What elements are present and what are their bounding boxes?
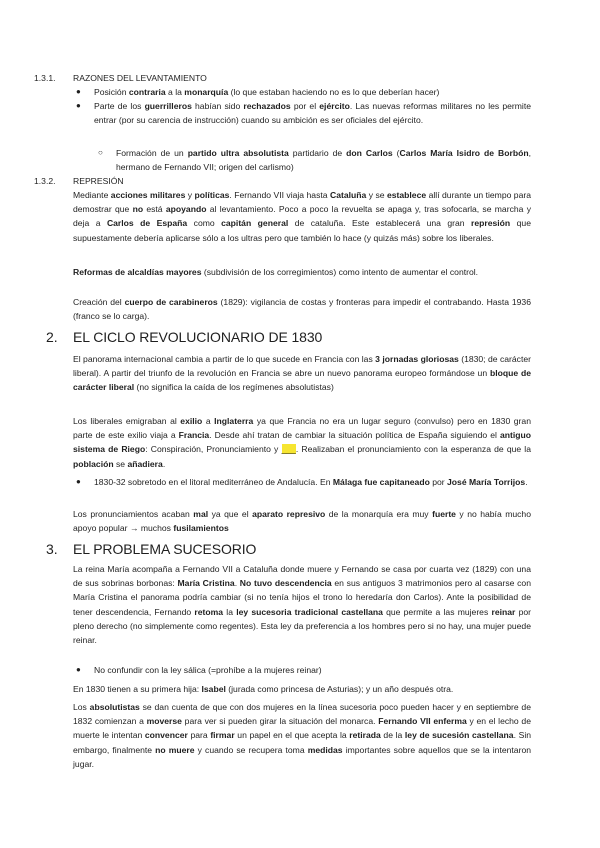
rich-text: En 1830 tienen a su primera hija: Isabel (jurada como princesa de Asturias); y un año después otra. (73, 684, 454, 694)
rich-text: Mediante acciones militares y políticas. Fernando VII viaja hasta Cataluña y se establece allí durante un tiempo para demostrar que no está apoyando al levantamiento. Poco a poco la revuelta se apaga y, tras sofocarla, se marcha y deja a Carlos de España como capitán general de cataluña. Este establecerá una gran represión que supuestamente debería aplicarse sólo a los ultras pero que también lo hace (y quizás más) sobre los liberales. (73, 190, 532, 243)
rich-text: El panorama internacional cambia a partir de lo que sucede en Francia con las 3 jornadas gloriosas (1830; de carácter liberal). A partir del triunfo de la revolución en Francia se abre un nuevo panorama europeo formándose un bloque de carácter liberal (no significa la caída de los regímenes absolutistas) (73, 354, 531, 393)
paragraph (0, 682, 600, 696)
bullet-icon: ● (76, 101, 81, 110)
section-number: 1.3.1. (34, 73, 56, 83)
rich-text: Reformas de alcaldías mayores (subdivisión de los corregimientos) como intento de aumentar el control. (73, 267, 479, 277)
section-title: EL CICLO REVOLUCIONARIO DE 1830 (73, 329, 323, 345)
paragraph (0, 188, 600, 245)
rich-text: Formación de un partido ultra absolutista partidario de don Carlos (Carlos María Isidro de Borbón, hermano de Fernando VII; origen del carlismo) (116, 148, 531, 173)
rich-text: Los absolutistas se dan cuenta de que con dos mujeres en la línea sucesoria poco pueden hacer y en septiembre de 1832 comienzan a moverse para ver si pueden girar la situación del monarca. Fernando VII enferma y en el lecho de muerte le intentan convencer para firmar un papel en el que acepta la retirada de la ley de sucesión castellana. Sin embargo, finalmente no muere y cuando se recupera toma medidas importantes sobre aquellos que se la intentaron jugar. (73, 702, 532, 769)
paragraph (0, 352, 600, 395)
paragraph (0, 295, 600, 323)
section-title: EL PROBLEMA SUCESORIO (73, 541, 257, 557)
rich-text: La reina María acompaña a Fernando VII a Cataluña donde muere y Fernando se casa por cuarta vez (1829) con una de sus sobrinas borbonas: María Cristina. No tuvo descendencia en sus antiguos 3 matrimonios pero al casarse con María Cristina el panorama podría cambiar (si no tenía hijos el trono lo heredaría don Carlos). Ante la posibilidad de tener descendencia, Fernando retoma la ley sucesoria tradicional castellana que permite a las mujeres reinar por pleno derecho (no simplemente como regentes). Esta ley da preferencia a los hombres pero si no hay, una mujer puede reinar. (73, 564, 531, 646)
paragraph (0, 562, 600, 647)
bullet-icon: ● (76, 477, 81, 486)
rich-text: Posición contraria a la monarquía (lo que estaban haciendo no es lo que deberían hacer) (94, 87, 440, 97)
rich-text: Parte de los guerrilleros habían sido rechazados por el ejército. Las nuevas reformas militares no les permite entrar (por su carencia de instrucción) cuando su ambición es ser oficiales del ejército. (94, 101, 532, 126)
paragraph (0, 414, 600, 471)
bullet-icon: ● (76, 87, 81, 96)
rich-text: 1830-32 sobretodo en el litoral mediterráneo de Andalucía. En Málaga fue capitaneado por José María Torrijos. (94, 477, 528, 487)
section-title: REPRESIÓN (73, 176, 124, 186)
section-number: 3. (46, 541, 58, 557)
section-title: RAZONES DEL LEVANTAMIENTO (73, 73, 207, 83)
rich-text: Los pronunciamientos acaban mal ya que el aparato represivo de la monarquía era muy fuerte y no había mucho apoyo popular → muchos fusilamientos (73, 509, 531, 534)
paragraph (0, 265, 600, 279)
circle-bullet-icon: ○ (98, 148, 103, 157)
section-number: 2. (46, 329, 58, 345)
rich-text: Los liberales emigraban al exilio a Inglaterra ya que Francia no era un lugar seguro (convulso) pero en 1830 gran parte de este exilio viaja a Francia. Desde ahí tratan de cambiar la situación política de España siguiendo el antiguo sistema de Riego: Conspiración, Pronunciamiento y ___. Realizaban el pronunciamiento con la esperanza de que la población se añadiera. (73, 416, 531, 469)
rich-text: No confundir con la ley sálica (=prohíbe a la mujeres reinar) (94, 665, 322, 675)
paragraph (0, 507, 600, 535)
bullet-icon: ● (76, 665, 81, 674)
rich-text: Creación del cuerpo de carabineros (1829): vigilancia de costas y fronteras para impedir el contrabando. Hasta 1936 (franco se lo carga). (73, 297, 531, 322)
section-number: 1.3.2. (34, 176, 56, 186)
paragraph (0, 700, 600, 771)
